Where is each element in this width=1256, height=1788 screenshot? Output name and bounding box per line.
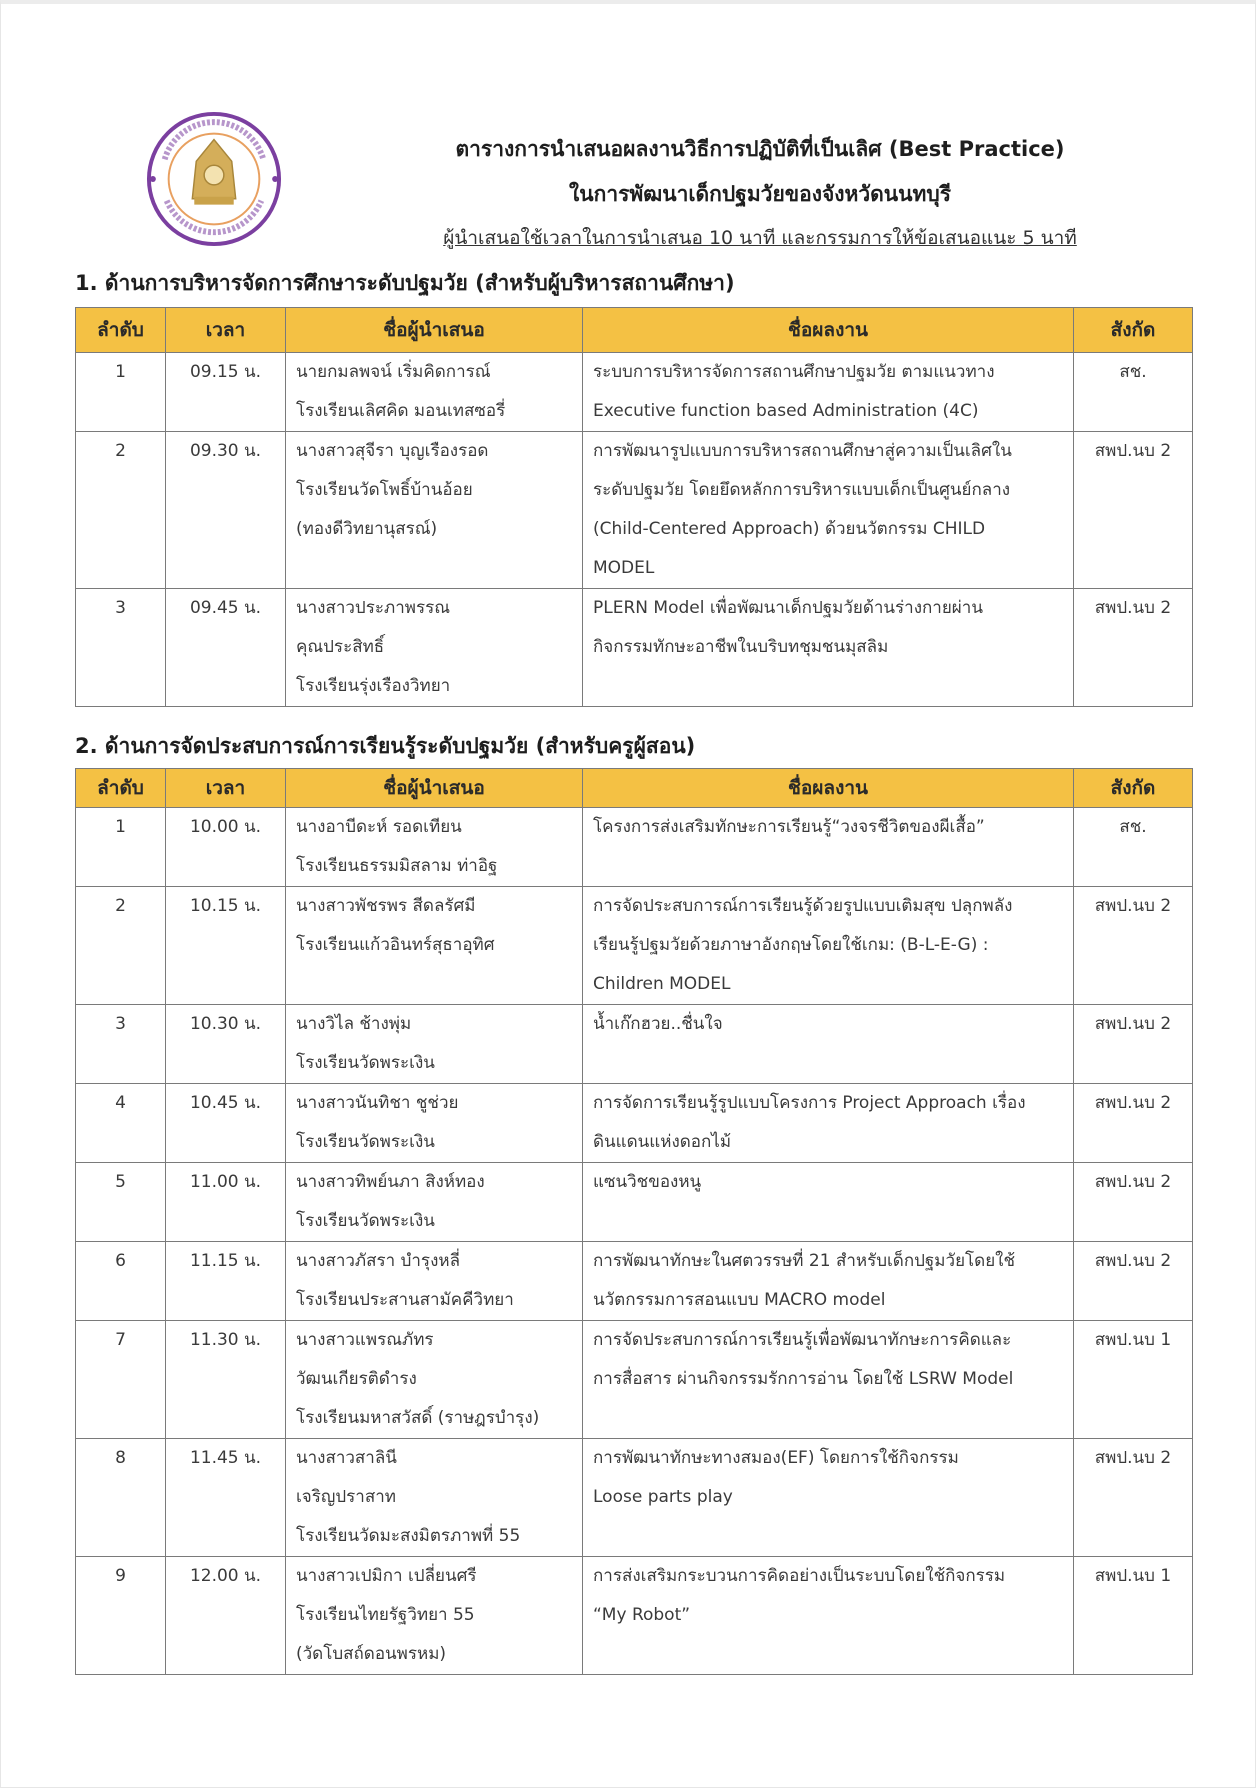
affiliation: สพป.นบ 2 bbox=[1094, 896, 1172, 916]
cell-affiliation bbox=[1074, 1321, 1193, 1439]
col-header-affiliation: สังกัด bbox=[1074, 769, 1193, 808]
cell-time bbox=[166, 887, 286, 1005]
section-1-heading: 1. ด้านการบริหารจัดการศึกษาระดับปฐมวัย (สำหรับผู้บริหารสถานศึกษา) bbox=[75, 271, 735, 295]
work-title-line: MODEL bbox=[593, 558, 655, 578]
presentation-time: 10.15 น. bbox=[189, 896, 262, 916]
row-number: 2 bbox=[115, 441, 126, 461]
affiliation: สพป.นบ 2 bbox=[1094, 1251, 1172, 1271]
presenter-line: โรงเรียนมหาสวัสดิ์ (ราษฎรบำรุง) bbox=[296, 1408, 540, 1428]
row-number: 2 bbox=[115, 896, 126, 916]
work-title-line: การจัดประสบการณ์การเรียนรู้ด้วยรูปแบบเติมสุข ปลุกพลัง bbox=[593, 896, 1013, 916]
work-title-line: นวัตกรรมการสอนแบบ MACRO model bbox=[593, 1290, 886, 1310]
presenter-line: นายกมลพจน์ เริ่มคิดการณ์ bbox=[296, 362, 491, 382]
work-title-line: Children MODEL bbox=[593, 974, 731, 994]
cell-time bbox=[166, 1557, 286, 1675]
presentation-time: 12.00 น. bbox=[189, 1566, 262, 1586]
presenter-line: โรงเรียนวัดพระเงิน bbox=[296, 1053, 435, 1073]
presenter-line: นางสาวสาลินี bbox=[296, 1448, 397, 1468]
work-title-line: โครงการส่งเสริมทักษะการเรียนรู้“วงจรชีวิตของผีเสื้อ” bbox=[593, 817, 985, 837]
cell-presenter bbox=[286, 1084, 583, 1163]
cell-presenter bbox=[286, 589, 583, 707]
row-number: 6 bbox=[115, 1251, 126, 1271]
table-row bbox=[76, 1163, 1193, 1242]
affiliation: สพป.นบ 2 bbox=[1094, 1172, 1172, 1192]
affiliation: สพป.นบ 2 bbox=[1094, 598, 1172, 618]
cell-work bbox=[583, 808, 1074, 887]
presenter-line: โรงเรียนวัดพระเงิน bbox=[296, 1211, 435, 1231]
col-header-affiliation: สังกัด bbox=[1074, 308, 1193, 353]
col-header-presenter: ชื่อผู้นำเสนอ bbox=[286, 308, 583, 353]
work-title-line: การพัฒนารูปแบบการบริหารสถานศึกษาสู่ความเป็นเลิศใน bbox=[593, 441, 1012, 461]
presenter-line: นางสาวเปมิกา เปลี่ยนศรี bbox=[296, 1566, 477, 1586]
presenter-line: โรงเรียนวัดพระเงิน bbox=[296, 1132, 435, 1152]
cell-presenter bbox=[286, 1005, 583, 1084]
table-row bbox=[76, 808, 1193, 887]
cell-no bbox=[76, 353, 166, 432]
col-header-work: ชื่อผลงาน bbox=[583, 308, 1074, 353]
cell-work bbox=[583, 887, 1074, 1005]
table-row bbox=[76, 1242, 1193, 1321]
work-title-line: น้ำเก๊กฮวย..ชื่นใจ bbox=[593, 1014, 723, 1034]
row-number: 8 bbox=[115, 1448, 126, 1468]
presentation-time: 11.30 น. bbox=[189, 1330, 262, 1350]
cell-affiliation bbox=[1074, 1084, 1193, 1163]
presenter-line: นางสาวสุจีรา บุญเรืองรอด bbox=[296, 441, 489, 461]
cell-no bbox=[76, 1439, 166, 1557]
cell-affiliation bbox=[1074, 1439, 1193, 1557]
work-title-line: “My Robot” bbox=[593, 1605, 691, 1625]
section-1-table bbox=[75, 307, 1193, 707]
cell-work bbox=[583, 1163, 1074, 1242]
cell-no bbox=[76, 1163, 166, 1242]
cell-affiliation bbox=[1074, 432, 1193, 589]
row-number: 5 bbox=[115, 1172, 126, 1192]
presentation-time: 11.15 น. bbox=[189, 1251, 262, 1271]
col-header-no: ลำดับ bbox=[76, 769, 166, 808]
row-number: 4 bbox=[115, 1093, 126, 1113]
presenter-line: โรงเรียนวัดมะสงมิตรภาพที่ 55 bbox=[296, 1526, 521, 1546]
presentation-time: 10.00 น. bbox=[189, 817, 262, 837]
work-title-line: การจัดประสบการณ์การเรียนรู้เพื่อพัฒนาทักษะการคิดและ bbox=[593, 1330, 1012, 1350]
cell-presenter bbox=[286, 887, 583, 1005]
table-row bbox=[76, 432, 1193, 589]
cell-no bbox=[76, 1321, 166, 1439]
affiliation: สพป.นบ 1 bbox=[1094, 1330, 1172, 1350]
document-subtitle: ในการพัฒนาเด็กปฐมวัยของจังหวัดนนทบุรี bbox=[569, 182, 951, 206]
col-header-time: เวลา bbox=[166, 769, 286, 808]
cell-no bbox=[76, 1084, 166, 1163]
cell-time bbox=[166, 1084, 286, 1163]
cell-affiliation bbox=[1074, 1557, 1193, 1675]
row-number: 3 bbox=[115, 1014, 126, 1034]
cell-no bbox=[76, 1242, 166, 1321]
presenter-line: นางวิไล ช้างพุ่ม bbox=[296, 1014, 412, 1034]
affiliation: สพป.นบ 2 bbox=[1094, 1448, 1172, 1468]
cell-affiliation bbox=[1074, 887, 1193, 1005]
cell-affiliation bbox=[1074, 353, 1193, 432]
work-title-line: (Child-Centered Approach) ด้วยนวัตกรรม CHILD bbox=[593, 519, 986, 539]
presenter-line: นางสาวแพรณภัทร bbox=[296, 1330, 434, 1350]
presenter-line: นางสาวนันทิชา ชูช่วย bbox=[296, 1093, 459, 1113]
cell-presenter bbox=[286, 1242, 583, 1321]
col-header-presenter: ชื่อผู้นำเสนอ bbox=[286, 769, 583, 808]
work-title-line: PLERN Model เพื่อพัฒนาเด็กปฐมวัยด้านร่างกายผ่าน bbox=[593, 598, 983, 618]
work-title-line: เรียนรู้ปฐมวัยด้วยภาษาอังกฤษโดยใช้เกม: (B-L-E-G) : bbox=[593, 935, 989, 955]
presentation-time: 10.45 น. bbox=[189, 1093, 262, 1113]
cell-no bbox=[76, 1005, 166, 1084]
presentation-time: 09.15 น. bbox=[189, 362, 262, 382]
education-office-seal-icon bbox=[145, 110, 283, 248]
presenter-line: โรงเรียนรุ่งเรืองวิทยา bbox=[296, 676, 451, 696]
work-title-line: ดินแดนแห่งดอกไม้ bbox=[593, 1132, 732, 1152]
row-number: 1 bbox=[115, 817, 126, 837]
cell-affiliation bbox=[1074, 808, 1193, 887]
col-header-time: เวลา bbox=[166, 308, 286, 353]
cell-work bbox=[583, 432, 1074, 589]
presenter-line: นางสาวประภาพรรณ bbox=[296, 598, 450, 618]
table-row bbox=[76, 1557, 1193, 1675]
cell-presenter bbox=[286, 1321, 583, 1439]
presentation-time: 09.30 น. bbox=[189, 441, 262, 461]
cell-affiliation bbox=[1074, 1242, 1193, 1321]
col-header-no: ลำดับ bbox=[76, 308, 166, 353]
cell-affiliation bbox=[1074, 1005, 1193, 1084]
cell-presenter bbox=[286, 1557, 583, 1675]
cell-work bbox=[583, 1557, 1074, 1675]
section-2-heading: 2. ด้านการจัดประสบการณ์การเรียนรู้ระดับปฐมวัย (สำหรับครูผู้สอน) bbox=[75, 734, 696, 758]
cell-time bbox=[166, 1005, 286, 1084]
presentation-time: 09.45 น. bbox=[189, 598, 262, 618]
cell-no bbox=[76, 1557, 166, 1675]
cell-work bbox=[583, 1084, 1074, 1163]
cell-work bbox=[583, 1439, 1074, 1557]
cell-presenter bbox=[286, 432, 583, 589]
affiliation: สช. bbox=[1119, 362, 1147, 382]
presenter-line: นางสาวทิพย์นภา สิงห์ทอง bbox=[296, 1172, 485, 1192]
work-title-line: Executive function based Administration (4C) bbox=[593, 401, 979, 421]
cell-work bbox=[583, 353, 1074, 432]
row-number: 7 bbox=[115, 1330, 126, 1350]
cell-presenter bbox=[286, 353, 583, 432]
cell-presenter bbox=[286, 808, 583, 887]
cell-no bbox=[76, 887, 166, 1005]
cell-time bbox=[166, 589, 286, 707]
table-row bbox=[76, 589, 1193, 707]
cell-work bbox=[583, 1321, 1074, 1439]
presenter-line: โรงเรียนเลิศคิด มอนเทสซอรี่ bbox=[296, 401, 506, 421]
work-title-line: การจัดการเรียนรู้รูปแบบโครงการ Project Approach เรื่อง bbox=[593, 1093, 1026, 1113]
presentation-time: 11.45 น. bbox=[189, 1448, 262, 1468]
work-title-line: ระบบการบริหารจัดการสถานศึกษาปฐมวัย ตามแนวทาง bbox=[593, 362, 995, 382]
time-note: ผู้นำเสนอใช้เวลาในการนำเสนอ 10 นาที และกรรมการให้ข้อเสนอแนะ 5 นาที bbox=[443, 227, 1077, 249]
cell-time bbox=[166, 1439, 286, 1557]
presenter-line: วัฒนเกียรติดำรง bbox=[296, 1369, 417, 1389]
cell-no bbox=[76, 808, 166, 887]
row-number: 9 bbox=[115, 1566, 126, 1586]
table-row bbox=[76, 353, 1193, 432]
section-2-table bbox=[75, 768, 1193, 1675]
cell-time bbox=[166, 808, 286, 887]
cell-work bbox=[583, 1242, 1074, 1321]
presenter-line: นางอาบีดะห์ รอดเทียน bbox=[296, 817, 462, 837]
cell-work bbox=[583, 1005, 1074, 1084]
presenter-line: เจริญปราสาท bbox=[296, 1487, 396, 1507]
table-row bbox=[76, 1005, 1193, 1084]
document-title: ตารางการนำเสนอผลงานวิธีการปฏิบัติที่เป็นเลิศ (Best Practice) bbox=[455, 137, 1065, 161]
work-title-line: การสื่อสาร ผ่านกิจกรรมรักการอ่าน โดยใช้ LSRW Model bbox=[593, 1369, 1014, 1389]
affiliation: สพป.นบ 2 bbox=[1094, 441, 1172, 461]
table-row bbox=[76, 1084, 1193, 1163]
col-header-work: ชื่อผลงาน bbox=[583, 769, 1074, 808]
cell-time bbox=[166, 353, 286, 432]
presenter-line: (วัดโบสถ์ดอนพรหม) bbox=[296, 1644, 447, 1664]
cell-no bbox=[76, 589, 166, 707]
presentation-time: 10.30 น. bbox=[189, 1014, 262, 1034]
affiliation: สพป.นบ 2 bbox=[1094, 1014, 1172, 1034]
presenter-line: โรงเรียนวัดโพธิ์บ้านอ้อย bbox=[296, 480, 473, 500]
cell-time bbox=[166, 432, 286, 589]
cell-time bbox=[166, 1163, 286, 1242]
table-header-row bbox=[76, 308, 1193, 353]
table-row bbox=[76, 1439, 1193, 1557]
cell-time bbox=[166, 1242, 286, 1321]
presenter-line: โรงเรียนไทยรัฐวิทยา 55 bbox=[296, 1605, 475, 1625]
cell-presenter bbox=[286, 1439, 583, 1557]
presenter-line: (ทองดีวิทยานุสรณ์) bbox=[296, 519, 438, 539]
presenter-line: คุณประสิทธิ์ bbox=[296, 637, 385, 657]
presenter-line: โรงเรียนประสานสามัคคีวิทยา bbox=[296, 1290, 514, 1310]
table-row bbox=[76, 887, 1193, 1005]
affiliation: สพป.นบ 1 bbox=[1094, 1566, 1172, 1586]
cell-affiliation bbox=[1074, 1163, 1193, 1242]
cell-no bbox=[76, 432, 166, 589]
work-title-line: การพัฒนาทักษะในศตวรรษที่ 21 สำหรับเด็กปฐมวัยโดยใช้ bbox=[593, 1251, 1015, 1271]
cell-affiliation bbox=[1074, 589, 1193, 707]
cell-work bbox=[583, 589, 1074, 707]
row-number: 1 bbox=[115, 362, 126, 382]
work-title-line: กิจกรรมทักษะอาชีพในบริบทชุมชนมุสลิม bbox=[593, 637, 889, 657]
presenter-line: นางสาวพัชรพร สีดลรัศมี bbox=[296, 896, 476, 916]
row-number: 3 bbox=[115, 598, 126, 618]
work-title-line: การพัฒนาทักษะทางสมอง(EF) โดยการใช้กิจกรรม bbox=[593, 1448, 959, 1468]
work-title-line: การส่งเสริมกระบวนการคิดอย่างเป็นระบบโดยใช้กิจกรรม bbox=[593, 1566, 1006, 1586]
table-row bbox=[76, 1321, 1193, 1439]
table-header-row bbox=[76, 769, 1193, 808]
presentation-time: 11.00 น. bbox=[189, 1172, 262, 1192]
affiliation: สพป.นบ 2 bbox=[1094, 1093, 1172, 1113]
work-title-line: ระดับปฐมวัย โดยยึดหลักการบริหารแบบเด็กเป็นศูนย์กลาง bbox=[593, 480, 1011, 500]
affiliation: สช. bbox=[1119, 817, 1147, 837]
presenter-line: นางสาวภัสรา บำรุงหลี่ bbox=[296, 1251, 460, 1271]
work-title-line: Loose parts play bbox=[593, 1487, 733, 1507]
work-title-line: แซนวิชของหนู bbox=[593, 1172, 702, 1192]
cell-time bbox=[166, 1321, 286, 1439]
presenter-line: โรงเรียนธรรมมิสลาม ท่าอิฐ bbox=[296, 856, 498, 876]
presenter-line: โรงเรียนแก้วอินทร์สุธาอุทิศ bbox=[296, 935, 495, 955]
cell-presenter bbox=[286, 1163, 583, 1242]
